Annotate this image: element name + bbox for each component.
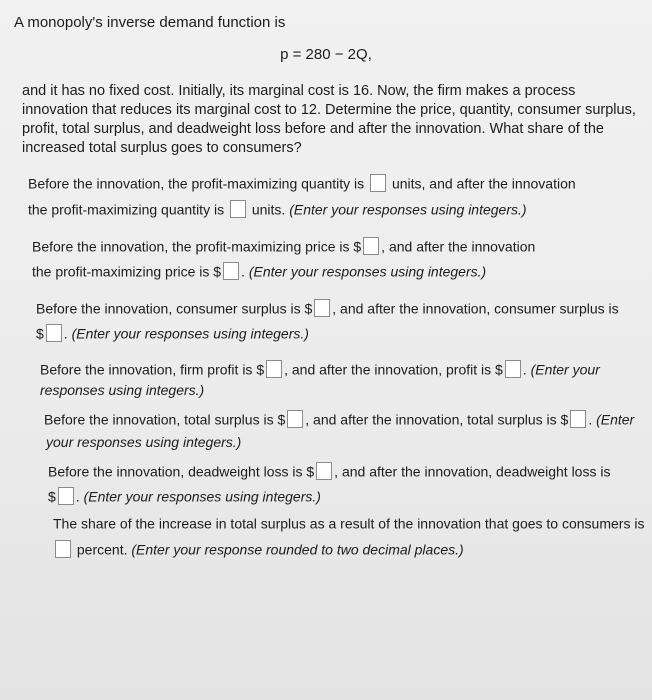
quantity-before-input[interactable] [370, 174, 386, 192]
share-input[interactable] [55, 540, 71, 558]
share-hint: (Enter your response rounded to two decimal places.) [131, 541, 464, 558]
dwl-question-line2 [48, 483, 321, 508]
quantity-text-after2: the profit-maximizing quantity is [28, 201, 225, 218]
price-question-line2 [32, 258, 486, 283]
dwl-text-before: Before the innovation, deadweight loss is $ [48, 463, 315, 480]
ts-text-before: Before the innovation, total surplus is $ [44, 411, 286, 428]
cs-text-after: , and after the innovation, consumer surplus is [332, 300, 619, 317]
cs-hint: (Enter your responses using integers.) [71, 325, 309, 342]
profit-text-after: , and after the innovation, profit is $ [284, 361, 503, 378]
cs-dollar: $ [36, 325, 44, 342]
ts-question [44, 406, 634, 431]
ts-before-input[interactable] [287, 410, 303, 428]
quantity-units: units. [251, 201, 286, 218]
profit-text-before: Before the innovation, firm profit is $ [40, 361, 265, 378]
cs-after-input[interactable] [46, 324, 62, 342]
profit-before-input[interactable] [266, 360, 282, 378]
profit-period: . [522, 361, 527, 378]
ts-hint-1: (Enter [596, 411, 635, 428]
price-hint: (Enter your responses using integers.) [248, 263, 487, 280]
price-question [32, 233, 535, 258]
share-text: The share of the increase in total surplus as a result of the innovation that goes to consumers is [53, 515, 645, 532]
quantity-question-line2 [28, 196, 527, 221]
demand-equation: p = 280 − 2Q, [280, 46, 372, 63]
profit-after-input[interactable] [505, 360, 521, 378]
price-period: . [241, 263, 245, 280]
ts-text-after: , and after the innovation, total surplus is $ [305, 411, 569, 428]
problem-statement: and it has no fixed cost. Initially, its marginal cost is 16. Now, the firm makes a process innovation that reduces its marginal cost to 12. Determine the price, quantity, consumer surplus, profit, total surplus, and deadweight loss before and after the innovation. What share of the increased total surplus goes to consumers? [22, 83, 636, 156]
profit-hint-1: (Enter your [530, 361, 600, 378]
dwl-hint: (Enter your responses using integers.) [83, 488, 321, 505]
dwl-text-after: , and after the innovation, deadweight loss is [334, 463, 611, 480]
dwl-period: . [75, 488, 80, 505]
intro-text: A monopoly's inverse demand function is [14, 14, 286, 31]
dwl-dollar: $ [48, 488, 56, 505]
share-question-line2 [53, 536, 464, 561]
quantity-question [28, 170, 576, 195]
quantity-text-before: Before the innovation, the profit-maximizing quantity is [28, 175, 365, 192]
price-after-input[interactable] [223, 262, 239, 280]
ts-hint-2: your responses using integers.) [46, 434, 242, 450]
quantity-hint: (Enter your responses using integers.) [289, 201, 527, 218]
cs-question-line2 [36, 320, 309, 345]
share-percent: percent. [76, 541, 128, 558]
dwl-before-input[interactable] [316, 462, 332, 480]
cs-text-before: Before the innovation, consumer surplus is $ [36, 300, 313, 317]
cs-before-input[interactable] [314, 299, 330, 317]
ts-after-input[interactable] [570, 410, 586, 428]
quantity-text-after: units, and after the innovation [391, 175, 576, 192]
cs-question [36, 295, 619, 320]
price-text-before: Before the innovation, the profit-maximizing price is $ [32, 238, 362, 255]
quantity-after-input[interactable] [230, 200, 246, 218]
price-text-after2: the profit-maximizing price is $ [32, 263, 222, 280]
ts-period: . [588, 411, 593, 428]
share-question [53, 510, 644, 535]
price-text-after: , and after the innovation [381, 238, 536, 255]
price-before-input[interactable] [363, 237, 379, 255]
dwl-question [48, 458, 610, 483]
profit-hint-2: responses using integers.) [40, 382, 205, 398]
cs-period: . [63, 325, 68, 342]
dwl-after-input[interactable] [58, 487, 74, 505]
